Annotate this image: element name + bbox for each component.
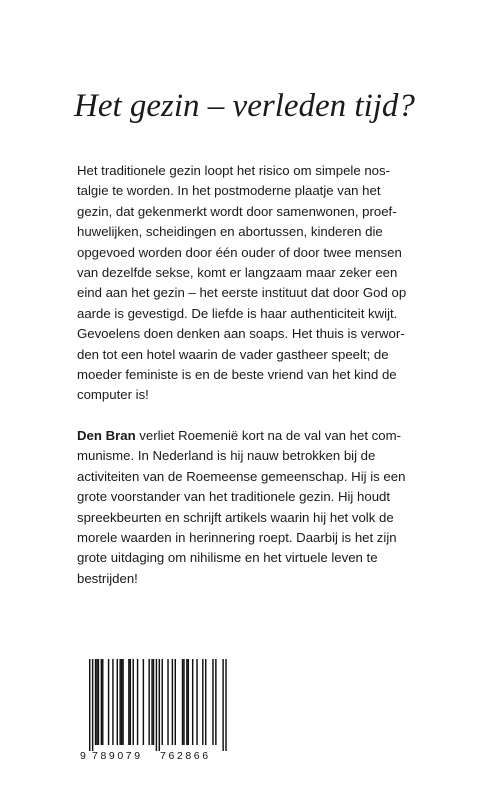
barcode-bar	[183, 659, 184, 745]
synopsis-line: aarde is gevestigd. De liefde is haar authenticiteit kwijt.	[77, 305, 398, 321]
barcode-guard-bar	[89, 659, 90, 751]
barcode-bar	[102, 659, 103, 745]
author-bio-line-rest: verliet Roemenië kort na de val van het com-	[135, 428, 401, 443]
barcode-bar	[98, 659, 99, 745]
barcode-left-group: 789079	[92, 750, 143, 762]
synopsis-line: van dezelfde sekse, komt er langzaam maar zeker een	[77, 264, 398, 280]
barcode-bar	[167, 659, 168, 745]
book-title: Het gezin – verleden tijd?	[74, 88, 415, 124]
barcode-guard-bar	[222, 659, 223, 751]
barcode-bar	[108, 659, 109, 745]
barcode-lead-digit: 9	[80, 750, 86, 762]
barcode-bar	[202, 659, 203, 745]
barcode-bar	[112, 659, 113, 745]
barcode-bar	[119, 659, 120, 745]
barcode-bar	[182, 659, 183, 745]
barcode-bar	[186, 659, 187, 745]
barcode-bar	[205, 659, 206, 745]
synopsis-line: moeder feministe is en de beste vriend van het kind de	[77, 366, 397, 382]
barcode-bar	[215, 659, 216, 745]
barcode-bar	[133, 659, 134, 745]
barcode-bar	[151, 659, 152, 745]
barcode-bar	[128, 659, 129, 745]
synopsis-line: gezin, dat gekenmerkt wordt door samenwonen, proef-	[77, 203, 397, 219]
barcode-bar	[143, 659, 144, 745]
barcode-bar	[153, 659, 154, 745]
synopsis-line: den tot een hotel waarin de vader gastheer speelt; de	[77, 346, 389, 362]
barcode-bar	[188, 659, 189, 745]
synopsis	[77, 161, 429, 406]
barcode-bar	[95, 659, 96, 745]
barcode-guard-bar	[225, 659, 226, 751]
barcode-bar	[96, 659, 97, 745]
barcode-bar	[148, 659, 149, 745]
synopsis-line: Gevoelens doen denken aan soaps. Het thuis is verwor-	[77, 326, 405, 342]
barcode-bar	[192, 659, 193, 745]
barcode-bar	[175, 659, 176, 745]
barcode-bar	[137, 659, 138, 745]
author-bio-line: grote voorstander van het traditionele gezin. Hij houdt	[77, 489, 391, 505]
barcode-bar	[172, 659, 173, 745]
synopsis-line: computer is!	[77, 387, 149, 403]
synopsis-line: Het traditionele gezin loopt het risico om simpele nos-	[77, 163, 390, 178]
synopsis-line: eind aan het gezin – het eerste instituut dat door God op	[77, 285, 407, 301]
barcode-guard-bar	[156, 659, 157, 751]
author-bio-line: spreekbeurten en schrijft artikels waarin hij het volk de	[77, 509, 394, 525]
barcode-bar	[122, 659, 123, 745]
barcode-bar	[121, 659, 122, 745]
barcode-bar	[162, 659, 163, 745]
barcode-bar	[212, 659, 213, 745]
barcode-bars	[80, 659, 229, 751]
author-bio-line: bestrijden!	[77, 570, 138, 586]
synopsis-line: huwelijken, scheidingen en abortussen, kinderen die	[77, 224, 383, 240]
barcode-bar	[130, 659, 131, 745]
synopsis-line: talgie te worden. In het postmoderne plaatje van het	[77, 183, 381, 199]
author-bio	[77, 426, 429, 589]
isbn-barcode	[80, 659, 229, 763]
synopsis-line: opgevoed worden door één ouder of door twee mensen	[77, 244, 402, 260]
barcode-guard-bar	[92, 659, 93, 751]
barcode-number	[80, 750, 229, 763]
author-bio-line: morele waarden in herinnering roept. Daarbij is het zijn	[77, 529, 397, 545]
author-bio-line: activiteiten van de Roemeense gemeenschap. Hij is een	[77, 468, 406, 484]
barcode-bar	[101, 659, 102, 745]
author-bio-first-line	[77, 426, 429, 446]
barcode-bar	[196, 659, 197, 745]
author-bio-line: munisme. In Nederland is hij nauw betrokken bij de	[77, 448, 376, 464]
author-bio-line: grote uitdaging om nihilisme en het virtuele leven te	[77, 550, 378, 566]
author-name: Den Bran	[77, 428, 136, 443]
barcode-right-group: 762866	[160, 750, 211, 762]
barcode-guard-bar	[159, 659, 160, 751]
barcode-bar	[117, 659, 118, 745]
